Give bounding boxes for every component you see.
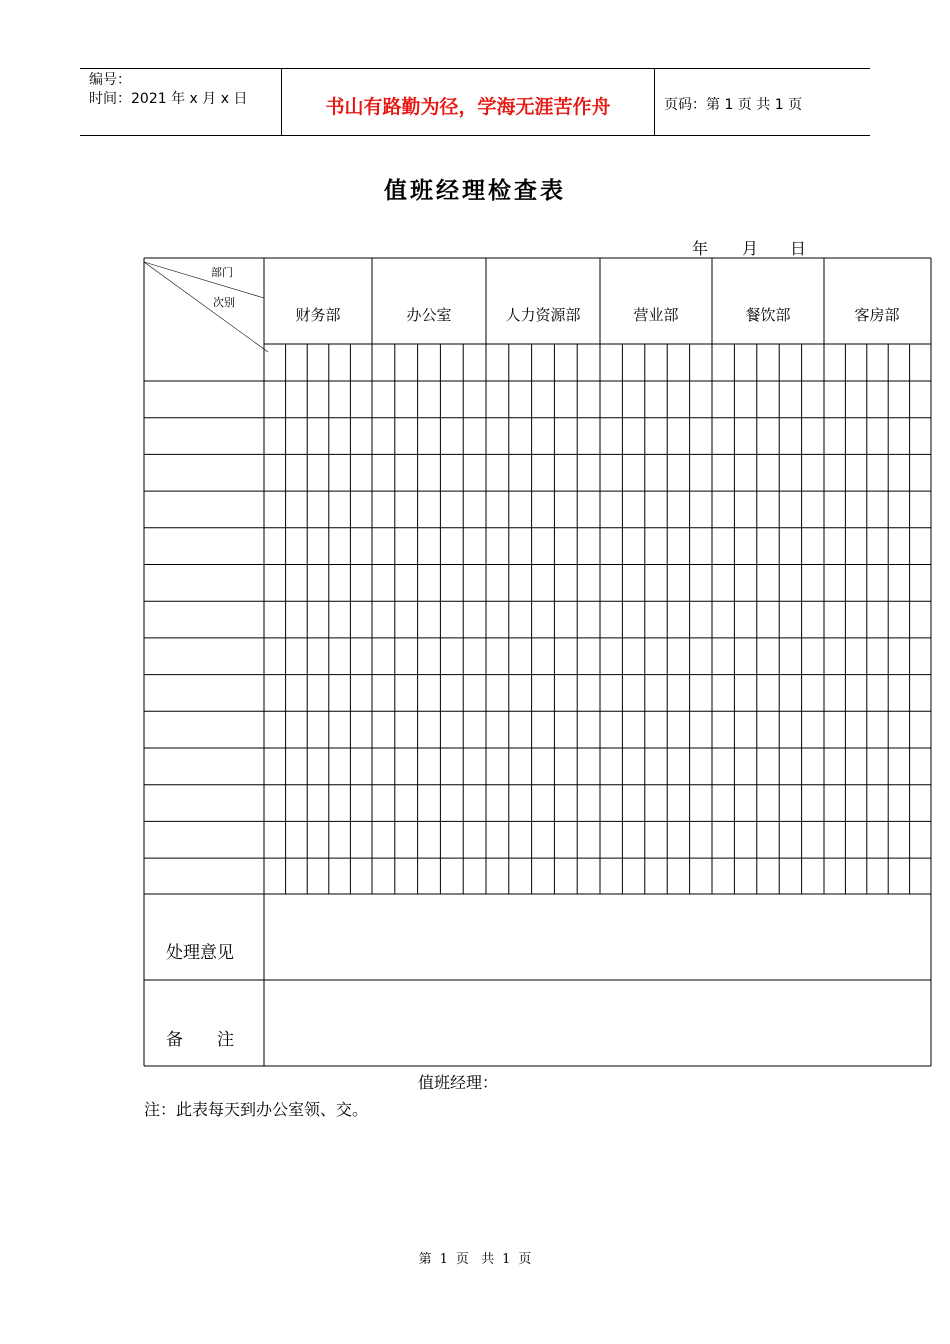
footer-total-unit: 页 bbox=[518, 1252, 532, 1267]
footer-total-label: 共 bbox=[481, 1252, 495, 1267]
dept-header-business: 营业部 bbox=[633, 306, 679, 324]
duty-manager-label: 值班经理： bbox=[418, 1073, 499, 1092]
footer-page-number: 1 bbox=[439, 1252, 448, 1267]
dept-header-office: 办公室 bbox=[406, 306, 452, 324]
dept-header-hr: 人力资源部 bbox=[505, 306, 581, 324]
page-footer bbox=[0, 1248, 950, 1267]
time-label: 时间：2021 年 x 月 x 日 bbox=[89, 91, 248, 107]
dept-header-finance: 财务部 bbox=[295, 306, 341, 324]
dept-header-housekeeping: 客房部 bbox=[854, 306, 900, 324]
usage-note: 注：此表每天到办公室领、交。 bbox=[144, 1100, 369, 1119]
date-year: 年 bbox=[692, 239, 709, 258]
corner-diagonal-lower bbox=[144, 262, 268, 352]
corner-diagonal-upper bbox=[144, 262, 264, 298]
remark-label: 备 注 bbox=[166, 1030, 234, 1050]
date-day: 日 bbox=[790, 239, 807, 258]
number-label: 编号： bbox=[89, 72, 131, 88]
date-month: 月 bbox=[742, 239, 759, 258]
dept-header-catering: 餐饮部 bbox=[745, 306, 791, 324]
page-code: 页码：第 1 页 共 1 页 bbox=[664, 97, 803, 113]
motto: 书山有路勤为径，学海无涯苦作舟 bbox=[325, 96, 611, 118]
document-title: 值班经理检查表 bbox=[384, 177, 566, 204]
footer-total-number: 1 bbox=[502, 1252, 511, 1267]
corner-label-shift: 次别 bbox=[213, 296, 235, 309]
corner-label-department: 部门 bbox=[211, 266, 233, 279]
footer-page-label: 第 bbox=[418, 1252, 432, 1267]
footer-page-unit: 页 bbox=[455, 1252, 469, 1267]
handling-opinion-label: 处理意见 bbox=[166, 943, 234, 963]
